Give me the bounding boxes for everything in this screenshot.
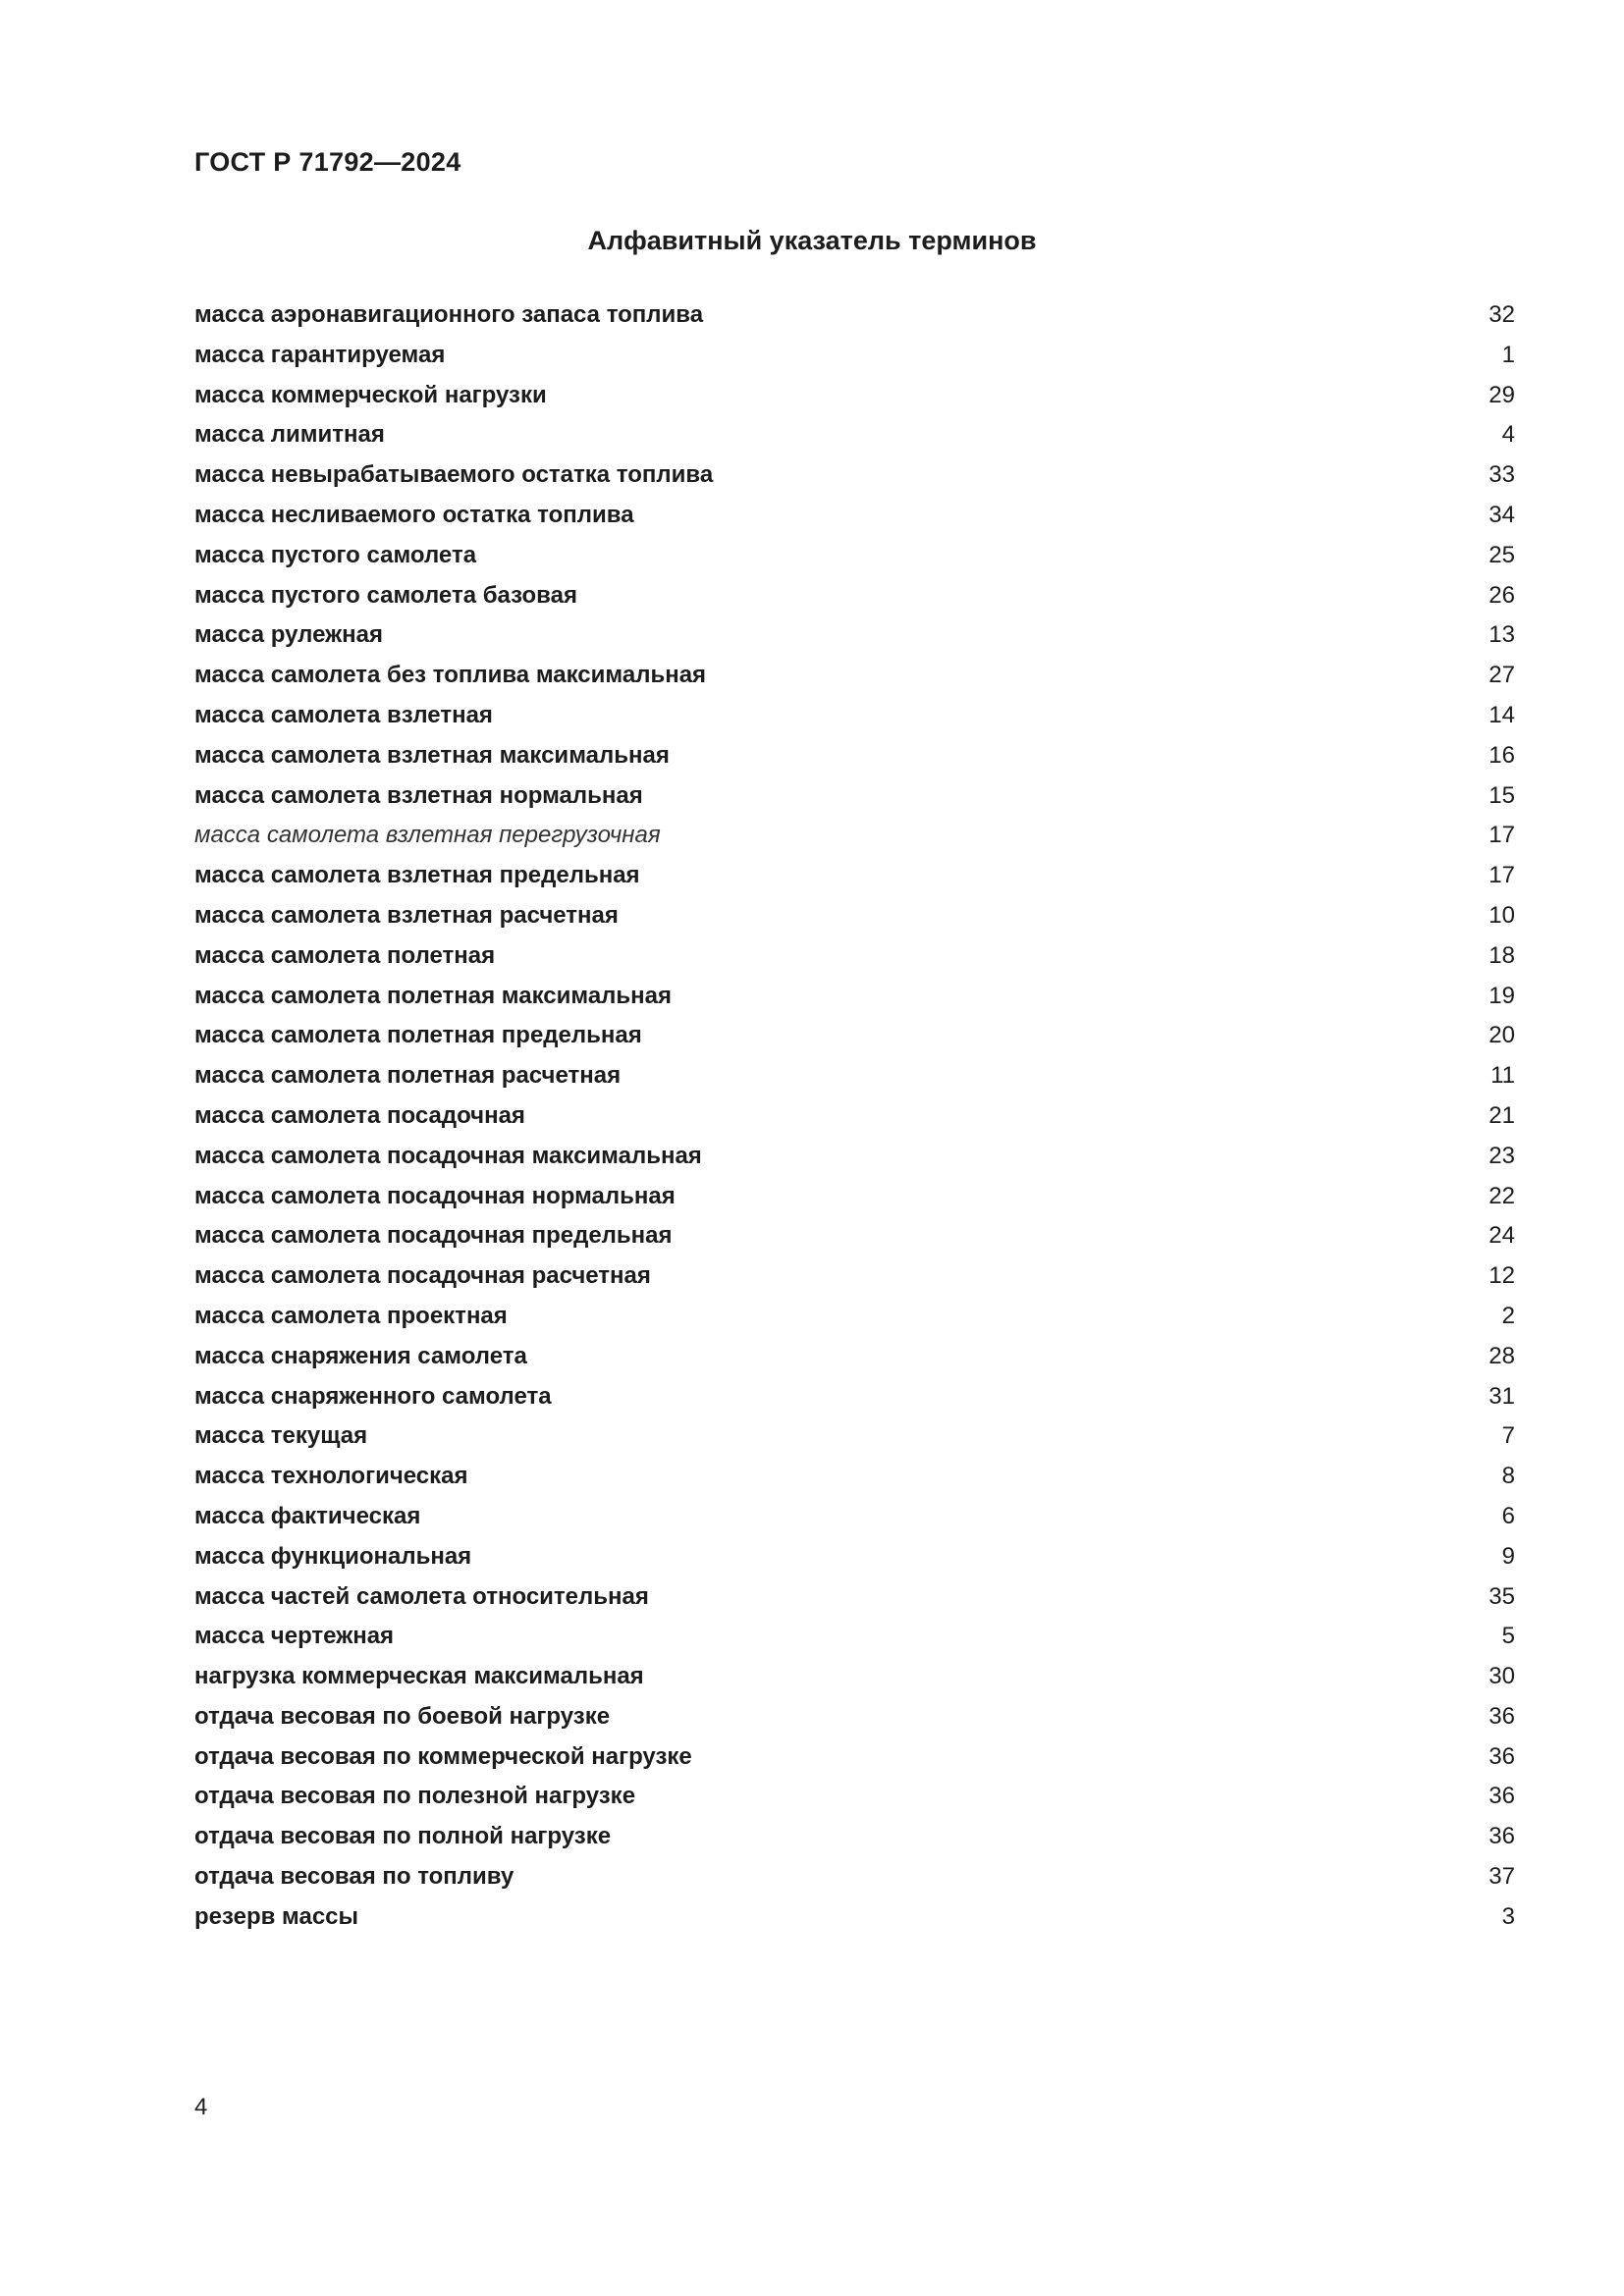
term-reference-number: 8: [1501, 1463, 1515, 1490]
term-row: [194, 1457, 1515, 1497]
term-reference-number: 3: [1501, 1902, 1515, 1930]
term-reference-number: 25: [1489, 541, 1515, 568]
term-reference-number: 11: [1490, 1062, 1515, 1090]
term-row: [194, 336, 1515, 376]
term-reference-number: 26: [1489, 581, 1515, 609]
term-text: масса самолета посадочная расчетная: [194, 1262, 651, 1290]
term-reference-number: 14: [1489, 701, 1515, 728]
term-text: масса самолета взлетная: [194, 701, 493, 728]
term-text: отдача весовая по топливу: [194, 1863, 514, 1891]
term-row: [194, 415, 1515, 455]
term-row: [194, 1137, 1515, 1177]
term-text: масса частей самолета относительная: [194, 1582, 649, 1610]
term-reference-number: 36: [1489, 1783, 1515, 1810]
term-reference-number: 21: [1489, 1101, 1515, 1129]
term-reference-number: 35: [1489, 1582, 1515, 1610]
term-reference-number: 33: [1489, 461, 1515, 489]
term-reference-number: 16: [1489, 741, 1515, 769]
term-text: масса самолета без топлива максимальная: [194, 662, 707, 689]
term-reference-number: 6: [1501, 1502, 1515, 1529]
term-text: отдача весовая по полезной нагрузке: [194, 1783, 636, 1810]
term-reference-number: 9: [1501, 1542, 1515, 1570]
term-row: [194, 1737, 1515, 1778]
term-text: резерв массы: [194, 1902, 359, 1930]
term-row: [194, 1416, 1515, 1457]
term-row: [194, 936, 1515, 977]
term-row: [194, 455, 1515, 496]
term-row: [194, 615, 1515, 656]
term-text: масса самолета взлетная перегрузочная: [194, 822, 661, 849]
term-row: [194, 1537, 1515, 1577]
term-text: масса самолета полетная расчетная: [194, 1062, 622, 1090]
term-row: [194, 1216, 1515, 1256]
term-text: масса чертежная: [194, 1623, 395, 1650]
term-text: нагрузка коммерческая максимальная: [194, 1663, 644, 1690]
term-text: масса самолета взлетная расчетная: [194, 901, 619, 929]
term-row: [194, 1297, 1515, 1337]
term-row: [194, 496, 1515, 536]
term-index-list: [194, 295, 1515, 1938]
term-reference-number: 31: [1489, 1382, 1515, 1410]
term-row: [194, 896, 1515, 936]
term-reference-number: 15: [1489, 781, 1515, 809]
term-row: [194, 856, 1515, 896]
term-reference-number: 36: [1489, 1742, 1515, 1770]
term-reference-number: 17: [1489, 862, 1515, 889]
term-text: масса самолета полетная: [194, 941, 496, 969]
term-text: масса самолета взлетная предельная: [194, 862, 640, 889]
term-text: масса самолета полетная максимальная: [194, 982, 673, 1009]
term-row: [194, 696, 1515, 736]
term-row: [194, 1096, 1515, 1137]
term-text: масса гарантируемая: [194, 341, 446, 368]
term-text: масса рулежная: [194, 621, 383, 649]
term-reference-number: 12: [1489, 1262, 1515, 1290]
term-text: масса функциональная: [194, 1542, 472, 1570]
term-row: [194, 295, 1515, 336]
term-row: [194, 1657, 1515, 1697]
term-text: масса самолета проектная: [194, 1302, 508, 1329]
index-title: Алфавитный указатель терминов: [587, 226, 1037, 255]
term-text: масса невырабатываемого остатка топлива: [194, 461, 714, 489]
term-text: отдача весовая по полной нагрузке: [194, 1823, 612, 1850]
term-text: масса самолета полетная предельная: [194, 1022, 642, 1049]
term-text: масса аэронавигационного запаса топлива: [194, 301, 704, 328]
term-reference-number: 22: [1489, 1182, 1515, 1209]
term-text: масса несливаемого остатка топлива: [194, 501, 634, 528]
term-reference-number: 1: [1501, 341, 1515, 368]
term-reference-number: 2: [1501, 1302, 1515, 1329]
term-reference-number: 34: [1489, 501, 1515, 528]
term-reference-number: 37: [1489, 1863, 1515, 1891]
term-row: [194, 1016, 1515, 1056]
term-text: масса самолета взлетная нормальная: [194, 781, 643, 809]
term-row: [194, 1177, 1515, 1217]
term-reference-number: 23: [1489, 1142, 1515, 1169]
term-reference-number: 36: [1489, 1823, 1515, 1850]
term-row: [194, 656, 1515, 696]
term-text: масса самолета посадочная: [194, 1101, 525, 1129]
term-text: масса снаряжения самолета: [194, 1342, 527, 1369]
term-reference-number: 18: [1489, 941, 1515, 969]
term-text: масса самолета посадочная максимальная: [194, 1142, 702, 1169]
term-text: отдача весовая по коммерческой нагрузке: [194, 1742, 692, 1770]
term-row: [194, 376, 1515, 416]
term-text: масса пустого самолета: [194, 541, 477, 568]
term-reference-number: 27: [1489, 662, 1515, 689]
term-reference-number: 28: [1489, 1342, 1515, 1369]
term-row: [194, 1377, 1515, 1417]
term-reference-number: 10: [1489, 901, 1515, 929]
term-text: масса снаряженного самолета: [194, 1382, 552, 1410]
term-row: [194, 776, 1515, 817]
term-row: [194, 536, 1515, 576]
term-row: [194, 1897, 1515, 1938]
term-text: масса самолета взлетная максимальная: [194, 741, 670, 769]
term-row: [194, 1577, 1515, 1618]
term-reference-number: 29: [1489, 381, 1515, 408]
term-text: масса пустого самолета базовая: [194, 581, 577, 609]
term-text: масса технологическая: [194, 1463, 468, 1490]
term-row: [194, 977, 1515, 1017]
term-reference-number: 5: [1501, 1623, 1515, 1650]
term-reference-number: 24: [1489, 1222, 1515, 1250]
page-number: 4: [194, 2094, 208, 2120]
term-row: [194, 1697, 1515, 1737]
term-row: [194, 576, 1515, 616]
term-row: [194, 1777, 1515, 1817]
term-row: [194, 1056, 1515, 1096]
term-text: масса текущая: [194, 1422, 368, 1450]
term-reference-number: 7: [1501, 1422, 1515, 1450]
term-row: [194, 1256, 1515, 1297]
term-row: [194, 816, 1515, 856]
term-row: [194, 736, 1515, 776]
term-row: [194, 1617, 1515, 1657]
term-reference-number: 4: [1501, 421, 1515, 449]
term-text: масса самолета посадочная нормальная: [194, 1182, 676, 1209]
term-text: отдача весовая по боевой нагрузке: [194, 1702, 611, 1730]
term-reference-number: 30: [1489, 1663, 1515, 1690]
term-row: [194, 1337, 1515, 1377]
term-reference-number: 20: [1489, 1022, 1515, 1049]
term-row: [194, 1497, 1515, 1537]
document-code: ГОСТ Р 71792—2024: [194, 147, 461, 177]
term-reference-number: 19: [1489, 982, 1515, 1009]
term-text: масса фактическая: [194, 1502, 421, 1529]
term-reference-number: 17: [1489, 822, 1515, 849]
term-row: [194, 1817, 1515, 1857]
term-text: масса коммерческой нагрузки: [194, 381, 547, 408]
term-reference-number: 13: [1489, 621, 1515, 649]
term-reference-number: 32: [1489, 301, 1515, 328]
term-text: масса самолета посадочная предельная: [194, 1222, 673, 1250]
term-text: масса лимитная: [194, 421, 385, 449]
term-reference-number: 36: [1489, 1702, 1515, 1730]
term-row: [194, 1857, 1515, 1897]
